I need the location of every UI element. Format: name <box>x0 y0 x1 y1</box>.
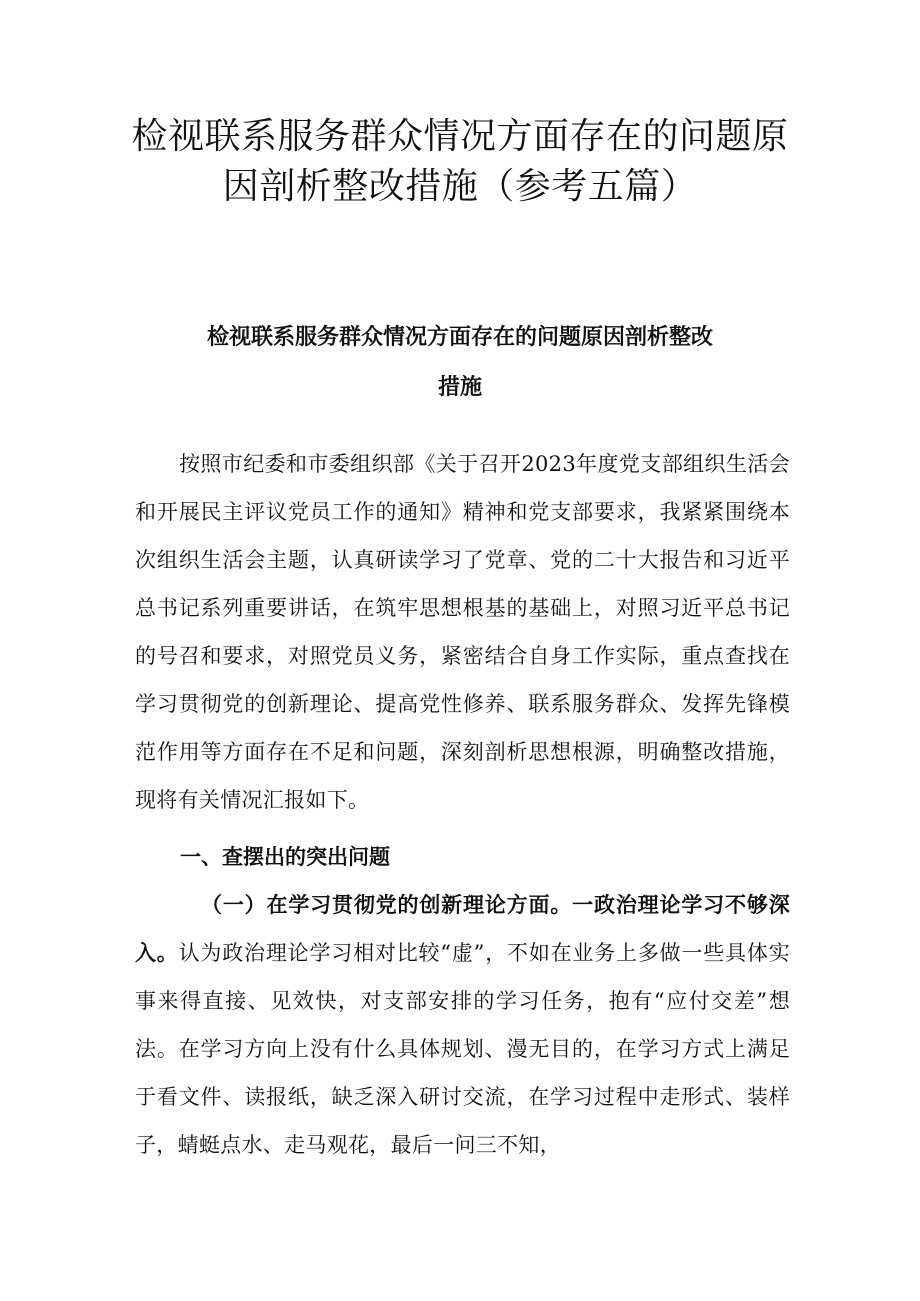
document-title <box>120 112 800 212</box>
problem-paragraph-1 <box>135 881 790 1169</box>
problem-body-text: 认为政治理论学习相对比较“虚”，不如在业务上多做一些具体实事来得直接、见效快，对支部安排的学习任务，抱有“应付交差”想法。在学习方向上没有什么具体规划、漫无目的，在学习方式上满足于看文件、读报纸，缺乏深入研讨交流，在学习过程中走形式、装样子，蜻蜓点水、走马观花，最后一问三不知， <box>135 941 790 1157</box>
intro-paragraph: 按照市纪委和市委组织部《关于召开2023年度党支部组织生活会和开展民主评议党员工作的通知》精神和党支部要求，我紧紧围绕本次组织生活会主题，认真研读学习了党章、党的二十大报告和习近平总书记系列重要讲话，在筑牢思想根基的基础上，对照习近平总书记的号召和要求，对照党员义务，紧密结合自身工作实际，重点查找在学习贯彻党的创新理论、提高党性修养、联系服务群众、发挥先锋模范作用等方面存在不足和问题，深刻剖析思想根源，明确整改措施，现将有关情况汇报如下。 <box>135 452 790 812</box>
section-subtitle-line-1: 检视联系服务群众情况方面存在的问题原因剖析整改 <box>206 324 713 350</box>
section-subtitle-line-2: 措施 <box>437 374 482 400</box>
document-title-line-1: 检视联系服务群众情况方面存在的问题原 <box>131 116 789 157</box>
section-heading-problems: 一、查摆出的突出问题 <box>180 845 390 869</box>
section-subtitle <box>130 312 790 412</box>
problem-lead-bold: （一）在学习贯彻党的创新理论方面。一政治理论学习不够深入。 <box>135 893 790 965</box>
document-title-line-2: 因剖析整改措施（参考五篇） <box>222 166 698 207</box>
